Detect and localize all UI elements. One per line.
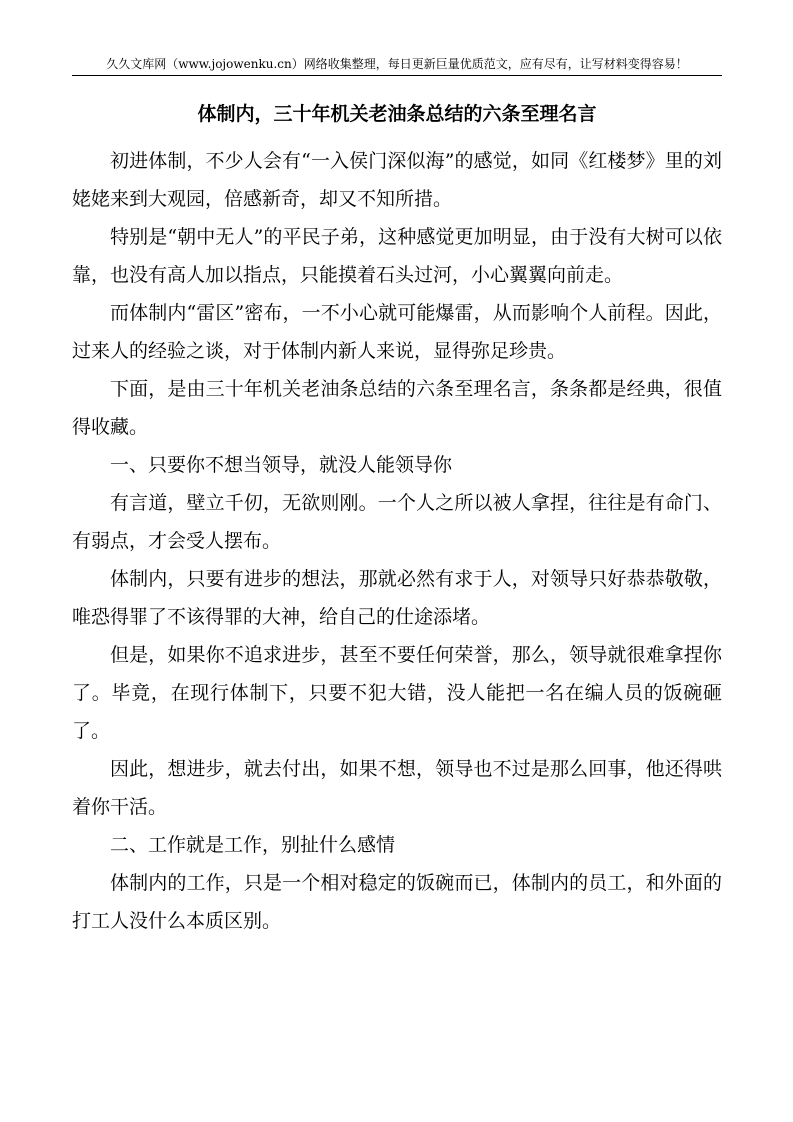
paragraph: 初进体制，不少人会有“一入侯门深似海”的感觉，如同《红楼梦》里的刘姥姥来到大观园，倍感新奇，却又不知所措。 [72, 150, 722, 210]
section-heading: 二、工作就是工作，别扯什么感情 [110, 834, 396, 856]
section-heading: 一、只要你不想当领导，就没人能领导你 [110, 454, 453, 476]
paragraph: 特别是“朝中无人”的平民子弟，这种感觉更加明显，由于没有大树可以依靠，也没有高人加以指点，只能摸着石头过河，小心翼翼向前走。 [72, 226, 722, 286]
document-title: 体制内，三十年机关老油条总结的六条至理名言 [197, 103, 597, 125]
paragraph: 但是，如果你不追求进步，甚至不要任何荣誉，那么，领导就很难拿捏你了。毕竟，在现行体制下，只要不犯大错，没人能把一名在编人员的饭碗砸了。 [72, 644, 722, 742]
document-body [72, 142, 722, 940]
paragraph: 而体制内“雷区”密布，一不小心就可能爆雷，从而影响个人前程。因此，过来人的经验之谈，对于体制内新人来说，显得弥足珍贵。 [72, 302, 722, 362]
paragraph: 体制内的工作，只是一个相对稳定的饭碗而已，体制内的员工，和外面的打工人没什么本质区别。 [72, 872, 722, 932]
paragraph: 因此，想进步，就去付出，如果不想，领导也不过是那么回事，他还得哄着你干活。 [72, 758, 722, 818]
paragraph: 下面，是由三十年机关老油条总结的六条至理名言，条条都是经典，很值得收藏。 [72, 378, 722, 438]
page-header: 久久文库网（www.jojowenku.cn）网络收集整理，每日更新巨量优质范文，应有尽有，让写材料变得容易！ [106, 57, 688, 71]
paragraph: 有言道，壁立千仞，无欲则刚。一个人之所以被人拿捏，往往是有命门、有弱点，才会受人摆布。 [72, 492, 722, 552]
header-divider [72, 75, 722, 76]
paragraph: 体制内，只要有进步的想法，那就必然有求于人，对领导只好恭恭敬敬，唯恐得罪了不该得罪的大神，给自己的仕途添堵。 [72, 568, 722, 628]
